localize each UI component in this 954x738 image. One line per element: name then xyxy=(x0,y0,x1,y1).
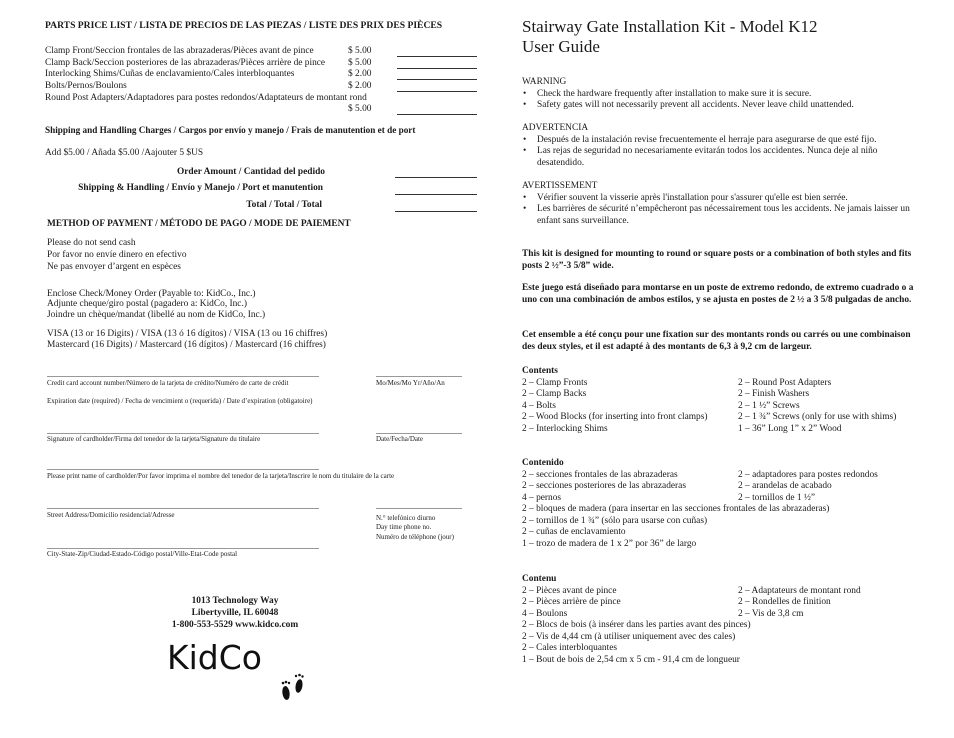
shipping-add: Add $5.00 / Añada $5.00 /Aajouter 5 $US xyxy=(45,148,204,158)
part-name: Clamp Front/Seccion frontales de las abrazaderas/Pièces avant de pince xyxy=(45,46,314,56)
price-line xyxy=(397,91,477,92)
shipping-handling-line[interactable] xyxy=(395,194,477,195)
content-item: 2 – Round Post Adapters xyxy=(738,377,832,388)
avertissement-block xyxy=(522,181,917,227)
content-item: 2 – Pièces avant de pince xyxy=(522,585,617,596)
advertencia-item: • Después de la instalación revise frecuentemente el herraje para asegurarse de que esté fijo. xyxy=(537,135,917,147)
price-line xyxy=(397,79,477,80)
contenido-heading: Contenido xyxy=(522,458,564,468)
order-amount-line[interactable] xyxy=(395,177,477,178)
address-phone-web: 1-800-553-5529 www.kidco.com xyxy=(171,620,299,630)
part-price: $ 5.00 xyxy=(348,104,372,114)
part-name: Round Post Adapters/Adaptadores para postes redondos/Adaptateurs de montant rond xyxy=(45,93,367,103)
description-fr: Cet ensemble a été conçu pour une fixation sur des montants ronds ou carrés ou une combinaison des deux styles, et il est adapté à des montants de 6,3 à 9,2 cm de largeur. xyxy=(522,330,911,352)
content-item: 1 – trozo de madera de 1 x 2” por 36” de largo xyxy=(522,538,697,549)
shipping-title: Shipping and Handling Charges / Cargos por envío y manejo / Frais de manutention et de port xyxy=(45,125,416,135)
part-name: Bolts/Pernos/Boulons xyxy=(45,81,127,91)
content-item: 2 – Clamp Fronts xyxy=(522,377,588,388)
warning-item: • Safety gates will not necessarily prevent all accidents. Never leave child unattended. xyxy=(537,100,917,112)
city-label: City-State-Zip/Ciudad-Estado-Código postal/Ville-Etat-Code postal xyxy=(47,550,238,558)
payment-title: METHOD OF PAYMENT / MÉTODO DE PAGO / MODE DE PAIEMENT xyxy=(47,219,351,229)
content-item: 2 – Cales interbloquantes xyxy=(522,643,618,653)
advertencia-item: • Las rejas de seguridad no necesariamente evitarán todos los accidentes. Nunca deje al niño desatendido. xyxy=(537,146,917,169)
content-item: 2 – cuñas de enclavamiento xyxy=(522,527,626,537)
order-amount-label: Order Amount / Cantidad del pedido xyxy=(176,167,325,177)
contents-en xyxy=(522,366,896,435)
price-line xyxy=(397,114,477,115)
content-item: 2 – adaptadores para postes redondos xyxy=(738,469,878,480)
content-item: 2 – secciones frontales de las abrazaderas xyxy=(522,469,678,480)
visa-line: VISA (13 or 16 Digits) / VISA (13 ó 16 dígitos) / VISA (13 ou 16 chiffres) xyxy=(47,329,328,339)
warning-item: • Check the hardware frequently after installation to make sure it is secure. xyxy=(537,89,917,101)
street-label: Street Address/Domicilio residencial/Adresse xyxy=(47,511,175,519)
phone-label-es: N.° telefónico diurno xyxy=(376,514,436,522)
content-item: 2 – Vis de 4,44 cm (à utiliser uniquement avec des cales) xyxy=(522,631,736,642)
check-en: Enclose Check/Money Order (Payable to: KidCo., Inc.) xyxy=(47,289,256,299)
mo-yr-label: Mo/Mes/Mo Yr/Año/An xyxy=(376,379,445,387)
advertencia-heading: ADVERTENCIA xyxy=(522,123,589,133)
check-fr: Joindre un chèque/mandat (libellé au nom de KidCo, Inc.) xyxy=(47,310,266,320)
part-name: Clamp Back/Seccion posteriores de las abrazaderas/Pièces arrière de pince xyxy=(45,58,326,68)
street-field[interactable] xyxy=(47,508,319,509)
contents-heading: Contents xyxy=(522,366,558,376)
parts-price-title: PARTS PRICE LIST / LISTA DE PRECIOS DE LAS PIEZAS / LISTE DES PRIX DES PIÈCES xyxy=(45,20,443,31)
content-item: 2 – 1 ½” Screws xyxy=(738,400,800,411)
contents-fr xyxy=(522,574,861,666)
avertissement-heading: AVERTISSEMENT xyxy=(522,181,598,191)
date-field[interactable] xyxy=(376,433,462,434)
content-item: 2 – bloques de madera (para insertar en las secciones frontales de las abrazaderas) xyxy=(522,504,830,514)
signature-label: Signature of cardholder/Firma del tenedor de la tarjeta/Signature du titulaire xyxy=(47,435,261,443)
content-item: 2 – Clamp Backs xyxy=(522,389,587,399)
no-cash-fr: Ne pas envoyer d’argent en espèces xyxy=(47,262,181,272)
content-item: 4 – Boulons xyxy=(522,608,568,619)
logo-text: KidCo xyxy=(167,638,262,677)
contents-es xyxy=(522,458,878,550)
price-line xyxy=(397,56,477,57)
expiration-label: Expiration date (required) / Fecha de vencimient o (requerida) / Date d’expiration (obligatoire) xyxy=(47,397,313,405)
check-es: Adjunte cheque/giro postal (pagadero a: KidCo, Inc.) xyxy=(47,299,247,309)
content-item: 4 – Bolts xyxy=(522,400,556,411)
print-name-field[interactable] xyxy=(47,469,319,470)
content-item: 2 – Vis de 3,8 cm xyxy=(738,608,804,619)
guide-subtitle: User Guide xyxy=(522,37,600,56)
content-item: 2 – tornillos de 1 ¾” (sólo para usarse con cuñas) xyxy=(522,515,708,526)
contenu-heading: Contenu xyxy=(522,574,557,584)
phone-field[interactable] xyxy=(376,508,462,509)
cc-number-label: Credit card account number/Número de la tarjeta de crédito/Numéro de carte de crédit xyxy=(47,379,289,387)
guide-title: Stairway Gate Installation Kit - Model K12 xyxy=(522,17,818,36)
shipping-handling-label: Shipping & Handling / Envío y Manejo / Port et manutention xyxy=(78,183,323,193)
part-price: $ 5.00 xyxy=(348,58,372,68)
warning-heading: WARNING xyxy=(522,77,567,87)
footprints-icon xyxy=(277,668,311,708)
part-name: Interlocking Shims/Cuñas de enclavamiento/Cales interbloquantes xyxy=(45,69,295,79)
mastercard-line: Mastercard (16 Digits) / Mastercard (16 dígitos) / Mastercard (16 chiffres) xyxy=(47,340,326,350)
content-item: 2 – Blocs de bois (à insérer dans les parties avant des pinces) xyxy=(522,620,751,630)
cc-number-field[interactable] xyxy=(47,376,319,377)
address-city: Libertyville, IL 60048 xyxy=(191,608,279,618)
city-field[interactable] xyxy=(47,548,319,549)
content-item: 2 – Finish Washers xyxy=(738,389,810,399)
print-name-label: Please print name of cardholder/Por favor imprima el nombre del tenedor de la tarjeta/Inscrire le nom du titulaire de la carte xyxy=(47,472,395,480)
content-item: 2 – Rondelles de finition xyxy=(738,597,831,607)
content-item: 1 – 36” Long 1” x 2” Wood xyxy=(738,423,842,434)
mo-yr-field[interactable] xyxy=(376,376,462,377)
total-line[interactable] xyxy=(395,211,477,212)
content-item: 2 – Pièces arrière de pince xyxy=(522,597,621,607)
content-item: 2 – tornillos de 1 ½” xyxy=(738,492,816,503)
total-label: Total / Total / Total xyxy=(246,200,322,210)
address-street: 1013 Technology Way xyxy=(191,596,279,606)
content-item: 1 – Bout de bois de 2,54 cm x 5 cm - 91,4 cm de longueur xyxy=(522,654,740,665)
avertissement-item: • Les barrières de sécurité n’empêcheront pas nécessairement tous les accidents. Ne jamais laisser un enfant sans surveillance. xyxy=(537,204,917,227)
description-es: Este juego está diseñado para montarse en un poste de extremo redondo, de extremo cuadrado o a uno con una combinación de ambos estilos, y se ajusta en postes de 2 ½ a 3 5/8 pulgadas de ancho. xyxy=(522,283,914,305)
kidco-logo xyxy=(167,638,262,677)
part-price: $ 5.00 xyxy=(348,46,372,56)
content-item: 2 – Wood Blocks (for inserting into front clamps) xyxy=(522,412,708,422)
content-item: 4 – pernos xyxy=(522,492,562,503)
phone-label-en: Day time phone no. xyxy=(376,523,432,531)
no-cash-es: Por favor no envíe dinero en efectivo xyxy=(47,250,187,260)
price-line xyxy=(397,68,477,69)
content-item: 2 – Interlocking Shims xyxy=(522,423,608,434)
part-price: $ 2.00 xyxy=(348,81,372,91)
advertencia-block xyxy=(522,123,917,169)
phone-label-fr: Numéro de téléphone (jour) xyxy=(376,533,454,541)
content-item: 2 – arandelas de acabado xyxy=(738,481,832,491)
content-item: 2 – secciones posteriores de las abrazaderas xyxy=(522,481,686,491)
no-cash-en: Please do not send cash xyxy=(47,238,136,248)
avertissement-item: • Vérifier souvent la visserie après l'installation pour s'assurer qu'elle est bien serrée. xyxy=(537,193,917,205)
content-item: 2 – 1 ¾” Screws (only for use with shims) xyxy=(738,412,897,422)
warning-block xyxy=(522,77,917,112)
date-label: Date/Fecha/Date xyxy=(376,435,424,443)
part-price: $ 2.00 xyxy=(348,69,372,79)
content-item: 2 – Adaptateurs de montant rond xyxy=(738,585,861,596)
signature-field[interactable] xyxy=(47,433,319,434)
description-en: This kit is designed for mounting to round or square posts or a combination of both styles and fits posts 2 ½”-3 5/8” wide. xyxy=(522,249,912,271)
